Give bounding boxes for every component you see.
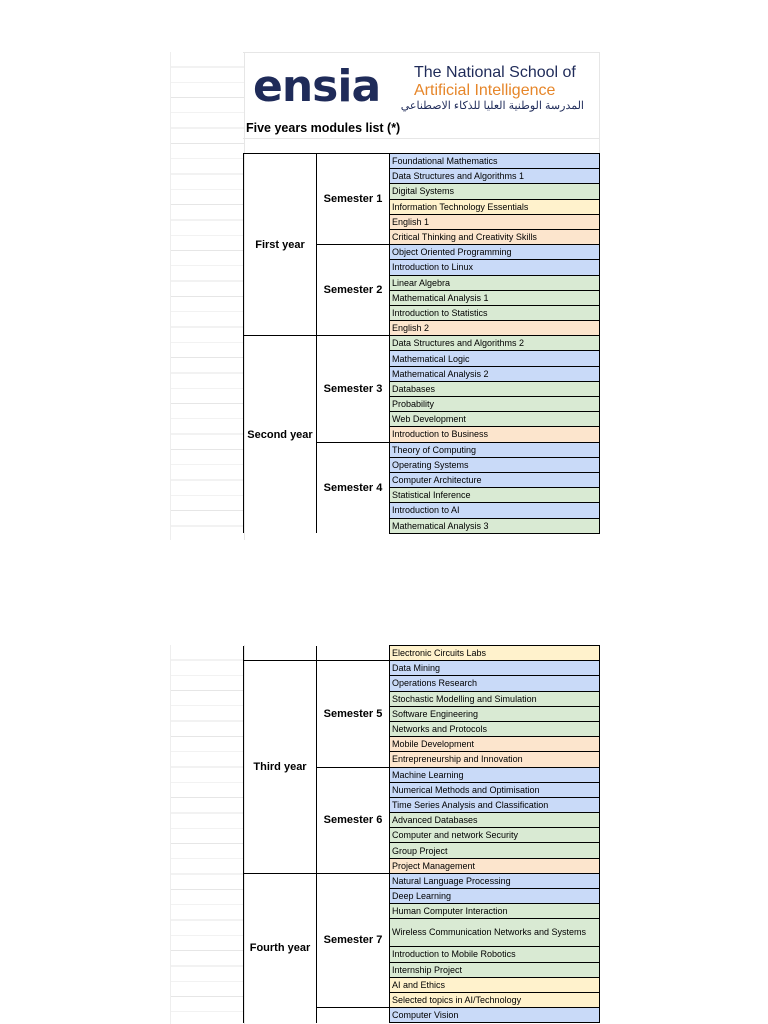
module-cell: Machine Learning — [390, 767, 600, 782]
module-cell: Theory of Computing — [390, 442, 600, 457]
module-cell: Data Mining — [390, 661, 600, 676]
divider — [243, 138, 599, 139]
semester-label: Semester 7 — [317, 873, 390, 1007]
sheet-page-2 — [170, 645, 599, 1024]
module-cell: Web Development — [390, 412, 600, 427]
semester-label: Semester 1 — [317, 154, 390, 245]
module-cell: Natural Language Processing — [390, 873, 600, 888]
modules-table-page-1 — [243, 153, 600, 534]
module-cell: Digital Systems — [390, 184, 600, 199]
semester-label: Semester 6 — [317, 767, 390, 873]
table-row — [244, 336, 600, 351]
year-label-continued — [244, 646, 317, 661]
module-cell: Mathematical Analysis 3 — [390, 518, 600, 533]
semester-label: Semester 3 — [317, 336, 390, 442]
module-cell: Computer Architecture — [390, 472, 600, 487]
module-cell: Advanced Databases — [390, 813, 600, 828]
module-cell: Numerical Methods and Optimisation — [390, 782, 600, 797]
module-cell: Operating Systems — [390, 457, 600, 472]
module-cell: Statistical Inference — [390, 488, 600, 503]
table-row — [244, 661, 600, 676]
module-cell: Introduction to AI — [390, 503, 600, 518]
school-name-line-2: Artificial Intelligence — [414, 82, 556, 99]
module-cell: Probability — [390, 397, 600, 412]
year-label: Fourth year — [244, 873, 317, 1023]
module-cell: Project Management — [390, 858, 600, 873]
empty-grid-column — [170, 52, 245, 540]
school-name-arabic: المدرسة الوطنية العليا للذكاء الاصطناعي — [400, 100, 584, 112]
semester-label: Semester 5 — [317, 661, 390, 767]
module-cell: AI and Ethics — [390, 977, 600, 992]
module-cell: Object Oriented Programming — [390, 245, 600, 260]
modules-table-page-2 — [243, 645, 600, 1023]
module-cell: Data Structures and Algorithms 1 — [390, 169, 600, 184]
module-cell: Databases — [390, 381, 600, 396]
year-label: Third year — [244, 661, 317, 874]
year-label: Second year — [244, 336, 317, 533]
module-cell: English 1 — [390, 214, 600, 229]
module-cell: Selected topics in AI/Technology — [390, 992, 600, 1007]
module-cell: Electronic Circuits Labs — [390, 646, 600, 661]
module-cell: Wireless Communication Networks and Systems — [390, 919, 600, 947]
module-cell: Stochastic Modelling and Simulation — [390, 691, 600, 706]
module-cell: Human Computer Interaction — [390, 904, 600, 919]
module-cell: Entrepreneurship and Innovation — [390, 752, 600, 767]
module-cell: Group Project — [390, 843, 600, 858]
module-cell: Introduction to Business — [390, 427, 600, 442]
module-cell: Introduction to Statistics — [390, 305, 600, 320]
module-cell: Computer and network Security — [390, 828, 600, 843]
sheet-page-1 — [170, 52, 599, 540]
module-cell: Mathematical Analysis 2 — [390, 366, 600, 381]
module-cell: Time Series Analysis and Classification — [390, 797, 600, 812]
page-title: Five years modules list (*) — [246, 121, 401, 135]
module-cell: Mobile Development — [390, 737, 600, 752]
module-cell: Networks and Protocols — [390, 721, 600, 736]
semester-label — [317, 1008, 390, 1023]
module-cell: English 2 — [390, 321, 600, 336]
table-row — [244, 154, 600, 169]
module-cell: Operations Research — [390, 676, 600, 691]
module-cell: Linear Algebra — [390, 275, 600, 290]
module-cell: Introduction to Linux — [390, 260, 600, 275]
module-cell: Critical Thinking and Creativity Skills — [390, 229, 600, 244]
empty-grid-column — [170, 645, 245, 1024]
table-row — [244, 646, 600, 661]
school-name-line-1: The National School of — [414, 64, 576, 81]
module-cell: Software Engineering — [390, 706, 600, 721]
module-cell: Mathematical Analysis 1 — [390, 290, 600, 305]
module-cell: Foundational Mathematics — [390, 154, 600, 169]
semester-label: Semester 4 — [317, 442, 390, 533]
module-cell: Data Structures and Algorithms 2 — [390, 336, 600, 351]
ensia-logo-mark: ensia — [253, 61, 381, 112]
table-row — [244, 873, 600, 888]
module-cell: Internship Project — [390, 962, 600, 977]
module-cell: Information Technology Essentials — [390, 199, 600, 214]
module-cell: Deep Learning — [390, 889, 600, 904]
semester-label: Semester 2 — [317, 245, 390, 336]
module-cell: Mathematical Logic — [390, 351, 600, 366]
year-label: First year — [244, 154, 317, 336]
module-cell: Computer Vision — [390, 1008, 600, 1023]
module-cell: Introduction to Mobile Robotics — [390, 947, 600, 962]
semester-label-continued — [317, 646, 390, 661]
